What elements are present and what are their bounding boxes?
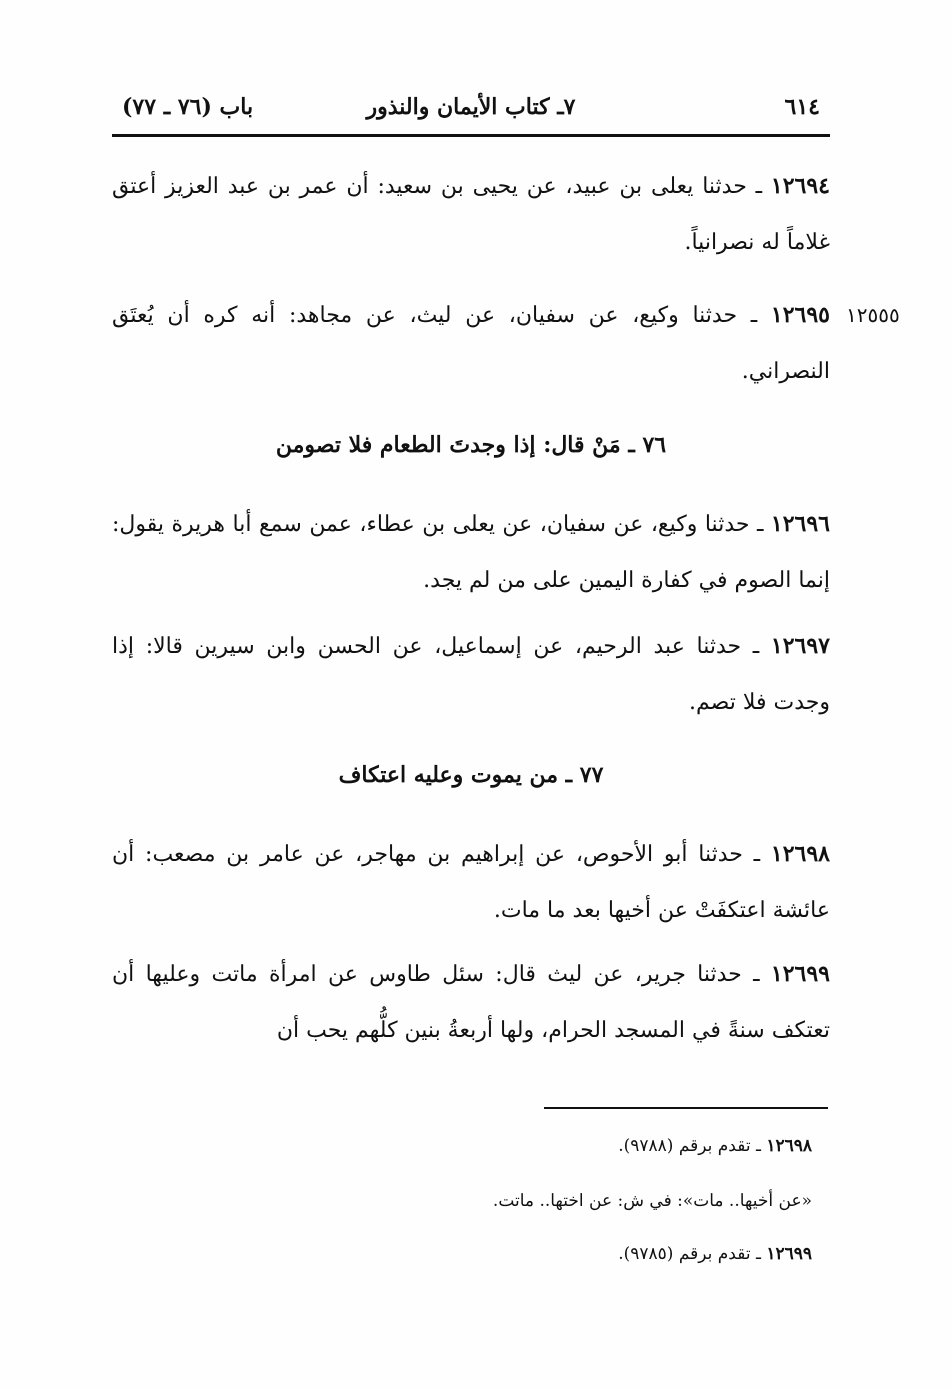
footnote-text: ـ تقدم برقم (٩٧٨٥). [618, 1244, 767, 1264]
chapter-range: باب (٧٦ ـ ٧٧) [122, 94, 254, 120]
footnote [112, 1191, 812, 1211]
hadith-paragraph [112, 618, 830, 731]
hadith-text: ـ حدثنا يعلى بن عبيد، عن يحيى بن سعيد: أن عمر بن عبد العزيز أعتق غلاماً له نصرانياً. [112, 174, 830, 255]
footnote-text: «عن أخيها.. مات»: في ش: عن اختها.. ماتت. [492, 1191, 812, 1211]
hadith-text: ـ حدثنا وكيع، عن سفيان، عن ليث، عن مجاهد: أنه كره أن يُعتَق النصراني. [112, 303, 830, 384]
footnote-number: ١٢٦٩٨ [766, 1136, 812, 1156]
hadith-number: ١٢٦٩٩ [770, 961, 830, 987]
hadith-number: ١٢٦٩٤ [770, 173, 830, 199]
footnote [112, 1136, 812, 1156]
hadith-paragraph [112, 826, 830, 939]
hadith-paragraph [112, 496, 830, 609]
hadith-number: ١٢٦٩٧ [770, 633, 830, 659]
header-rule [112, 134, 830, 137]
hadith-text: ـ حدثنا جرير، عن ليث قال: سئل طاوس عن امرأة ماتت وعليها أن تعتكف سنةً في المسجد الحرام، ولها أربعةُ بنين كلُّهم يحب أن [112, 962, 830, 1043]
hadith-paragraph [112, 287, 830, 400]
section-heading: ٧٦ ـ مَنْ قال: إذا وجدتَ الطعام فلا تصومن [275, 432, 667, 458]
footnote-text: ـ تقدم برقم (٩٧٨٨). [618, 1136, 767, 1156]
running-header [112, 92, 830, 134]
hadith-number: ١٢٦٩٨ [770, 841, 830, 867]
section-heading: ٧٧ ـ من يموت وعليه اعتكاف [338, 762, 604, 788]
page-number: ٦١٤ [784, 94, 820, 120]
hadith-number: ١٢٦٩٦ [770, 511, 830, 537]
footnote [112, 1244, 812, 1264]
footnote-rule [544, 1107, 828, 1109]
margin-number: ١٢٥٥٥ [846, 303, 900, 327]
hadith-text: ـ حدثنا وكيع، عن سفيان، عن يعلى بن عطاء، عمن سمع أبا هريرة يقول: إنما الصوم في كفارة اليمين على من لم يجد. [112, 512, 830, 593]
hadith-paragraph [112, 158, 830, 271]
hadith-paragraph [112, 946, 830, 1059]
hadith-text: ـ حدثنا أبو الأحوص، عن إبراهيم بن مهاجر، عن عامر بن مصعب: أن عائشة اعتكفَتْ عن أخيها بعد ما مات. [112, 842, 830, 923]
footnote-number: ١٢٦٩٩ [766, 1244, 812, 1264]
book-title: ٧ـ كتاب الأيمان والنذور [366, 94, 576, 120]
hadith-number: ١٢٦٩٥ [770, 302, 830, 328]
hadith-text: ـ حدثنا عبد الرحيم، عن إسماعيل، عن الحسن وابن سيرين قالا: إذا وجدت فلا تصم. [112, 634, 830, 715]
